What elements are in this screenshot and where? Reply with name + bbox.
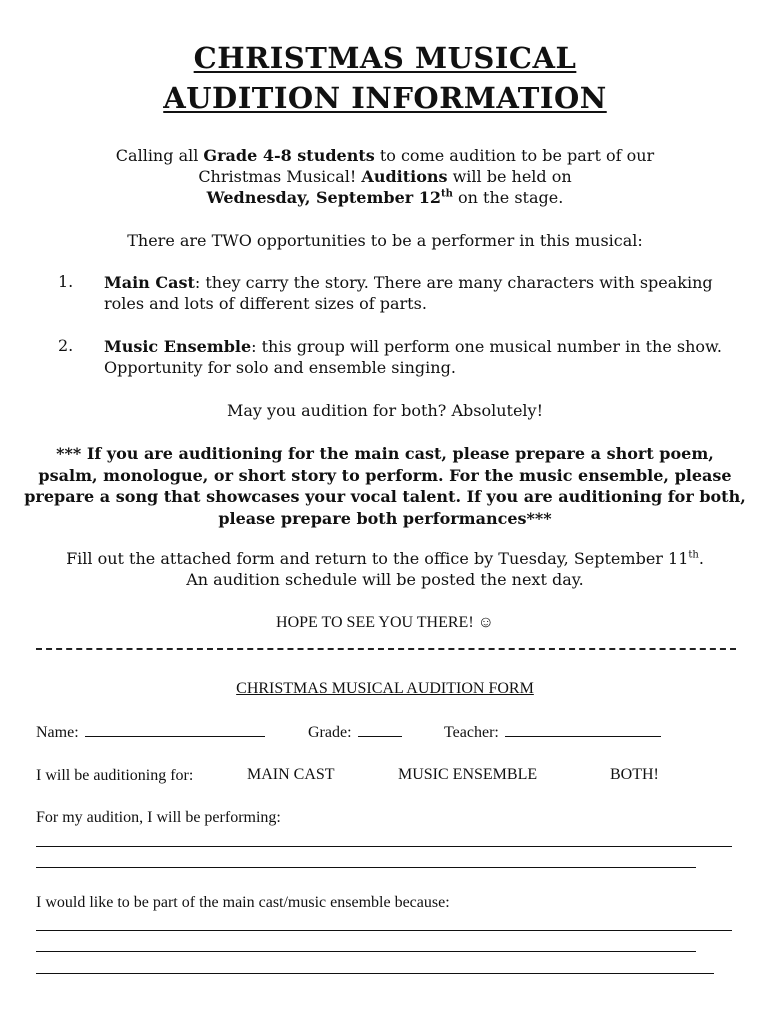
intro-line-1: [0, 145, 770, 166]
form-row-identity: [36, 722, 265, 743]
option-main-cast[interactable]: MAIN CAST: [247, 766, 335, 783]
cut-line-divider: [36, 648, 736, 650]
instructions-line: psalm, monologue, or short story to perform. For the music ensemble, please: [38, 465, 732, 485]
form-row-grade: [308, 722, 402, 743]
return-note-text: .: [698, 549, 704, 568]
return-note-line-2: An audition schedule will be posted the next day.: [186, 570, 584, 589]
reason-answer-line[interactable]: [36, 930, 732, 931]
intro-line-3: [0, 187, 770, 208]
grade-field[interactable]: [358, 722, 402, 737]
teacher-field[interactable]: [505, 722, 661, 737]
list-item-music-ensemble: [104, 336, 734, 378]
intro-text: will be held on: [447, 167, 572, 186]
list-number: 2.: [58, 336, 74, 355]
intro-text: Christmas Musical!: [198, 167, 362, 186]
performing-label: For my audition, I will be performing:: [36, 809, 281, 826]
instructions-line: prepare a song that showcases your vocal talent. If you are auditioning for both,: [24, 487, 746, 506]
reason-answer-line[interactable]: [36, 973, 714, 974]
option-music-ensemble[interactable]: MUSIC ENSEMBLE: [398, 766, 538, 783]
closing-message: HOPE TO SEE YOU THERE! ☺: [276, 614, 494, 631]
form-row-teacher: [444, 722, 661, 743]
instructions-line: *** If you are auditioning for the main cast, please prepare a short poem,: [56, 444, 714, 463]
intro-text: on the stage.: [452, 188, 564, 207]
date-suffix: th: [688, 549, 699, 561]
date-suffix: th: [441, 188, 453, 200]
intro-text: Calling all: [115, 146, 204, 165]
list-number: 1.: [58, 272, 74, 291]
instructions-paragraph: [0, 443, 770, 529]
option-both[interactable]: BOTH!: [610, 766, 659, 783]
list-item-text: : they carry the story. There are many characters with speaking: [194, 273, 713, 292]
intro-auditions-emphasis: Auditions: [361, 167, 448, 186]
audition-date: Wednesday, September 12: [206, 188, 442, 207]
list-item-title: Music Ensemble: [104, 337, 252, 356]
auditioning-label: I will be auditioning for:: [36, 767, 194, 784]
grade-label: Grade:: [308, 724, 352, 741]
return-note-line-1: [0, 548, 770, 569]
instructions-line: please prepare both performances***: [218, 508, 552, 528]
list-item-text: roles and lots of different sizes of parts.: [104, 294, 427, 313]
return-note-text: Fill out the attached form and return to the office by Tuesday, September 11: [66, 549, 689, 568]
teacher-label: Teacher:: [444, 724, 499, 741]
opportunities-intro: There are TWO opportunities to be a performer in this musical:: [127, 231, 643, 250]
reason-label: I would like to be part of the main cast/music ensemble because:: [36, 894, 450, 911]
list-item-main-cast: [104, 272, 734, 314]
reason-answer-line[interactable]: [36, 951, 696, 952]
form-title: CHRISTMAS MUSICAL AUDITION FORM: [236, 680, 534, 697]
name-field[interactable]: [85, 722, 265, 737]
page-title-line-1: CHRISTMAS MUSICAL: [193, 41, 577, 75]
list-item-text: : this group will perform one musical number in the show.: [251, 337, 722, 356]
page-title-line-2: AUDITION INFORMATION: [163, 81, 607, 115]
performing-answer-line[interactable]: [36, 846, 732, 847]
intro-line-2: [0, 166, 770, 187]
name-label: Name:: [36, 724, 79, 741]
both-question: May you audition for both? Absolutely!: [227, 401, 543, 420]
performing-answer-line[interactable]: [36, 867, 696, 868]
intro-grade-emphasis: Grade 4-8 students: [203, 146, 375, 165]
intro-text: to come audition to be part of our: [374, 146, 655, 165]
list-item-title: Main Cast: [104, 273, 195, 292]
list-item-text: Opportunity for solo and ensemble singing.: [104, 358, 456, 377]
